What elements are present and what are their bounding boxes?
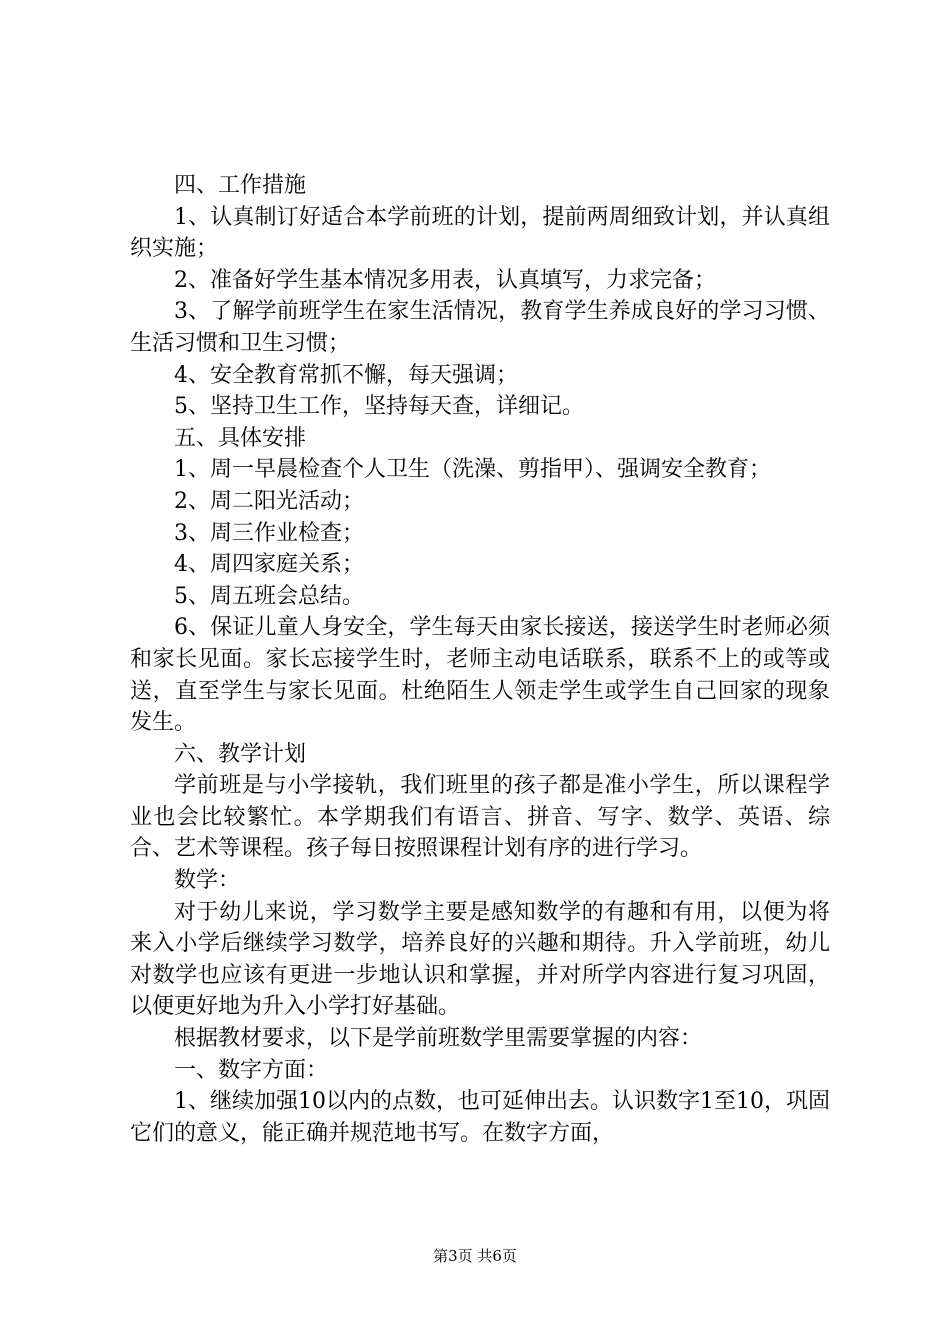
paragraph: 3、周三作业检查；	[174, 520, 364, 546]
paragraph: 4、安全教育常抓不懈，每天强调；	[174, 362, 518, 388]
subheading-numbers: 一、数字方面：	[174, 1057, 329, 1083]
section-heading-schedule: 五、具体安排	[174, 425, 307, 451]
subheading-math: 数学：	[174, 868, 241, 894]
section-heading-teaching-plan: 六、教学计划	[174, 741, 307, 767]
paragraph: 1、周一早晨检查个人卫生（洗澡、剪指甲）、强调安全教育；	[174, 457, 771, 483]
paragraph: 1、继续加强10以内的点数，也可延伸出去。认识数字1至10，巩固它们的意义，能正确并规范地书写。在数字方面，	[130, 1089, 831, 1146]
paragraph: 学前班是与小学接轨，我们班里的孩子都是准小学生，所以课程学业也会比较繁忙。本学期我们有语言、拼音、写字、数学、英语、综合、艺术等课程。孩子每日按照课程计划有序的进行学习。	[130, 773, 830, 862]
paragraph: 1、认真制订好适合本学前班的计划，提前两周细致计划，并认真组织实施；	[130, 204, 830, 262]
paragraph: 根据教材要求，以下是学前班数学里需要掌握的内容：	[174, 1026, 703, 1052]
paragraph: 3、了解学前班学生在家生活情况，教育学生养成良好的学习习惯、生活习惯和卫生习惯；	[130, 299, 830, 356]
paragraph: 5、坚持卫生工作，坚持每天查，详细记。	[174, 394, 584, 420]
paragraph: 5、周五班会总结。	[174, 583, 364, 609]
paragraph: 对于幼儿来说，学习数学主要是感知数学的有趣和有用，以便为将来入小学后继续学习数学，培养良好的兴趣和期待。升入学前班，幼儿对数学也应该有更进一步地认识和掌握，并对所学内容进行复习巩固，以便更好地为升入小学打好基础。	[130, 899, 830, 1020]
paragraph: 6、保证儿童人身安全，学生每天由家长接送，接送学生时老师必须和家长见面。家长忘接学生时，老师主动电话联系，联系不上的或等或送，直至学生与家长见面。杜绝陌生人领走学生或学生自己回家的现象发生。	[130, 615, 830, 736]
paragraph: 2、准备好学生基本情况多用表，认真填写，力求完备；	[174, 267, 716, 293]
document-body	[130, 170, 830, 1149]
page-footer: 第3页 共6页	[433, 1247, 517, 1265]
paragraph: 4、周四家庭关系；	[174, 552, 364, 578]
section-heading-work-measures: 四、工作措施	[174, 173, 307, 198]
paragraph: 2、周二阳光活动；	[174, 488, 364, 514]
